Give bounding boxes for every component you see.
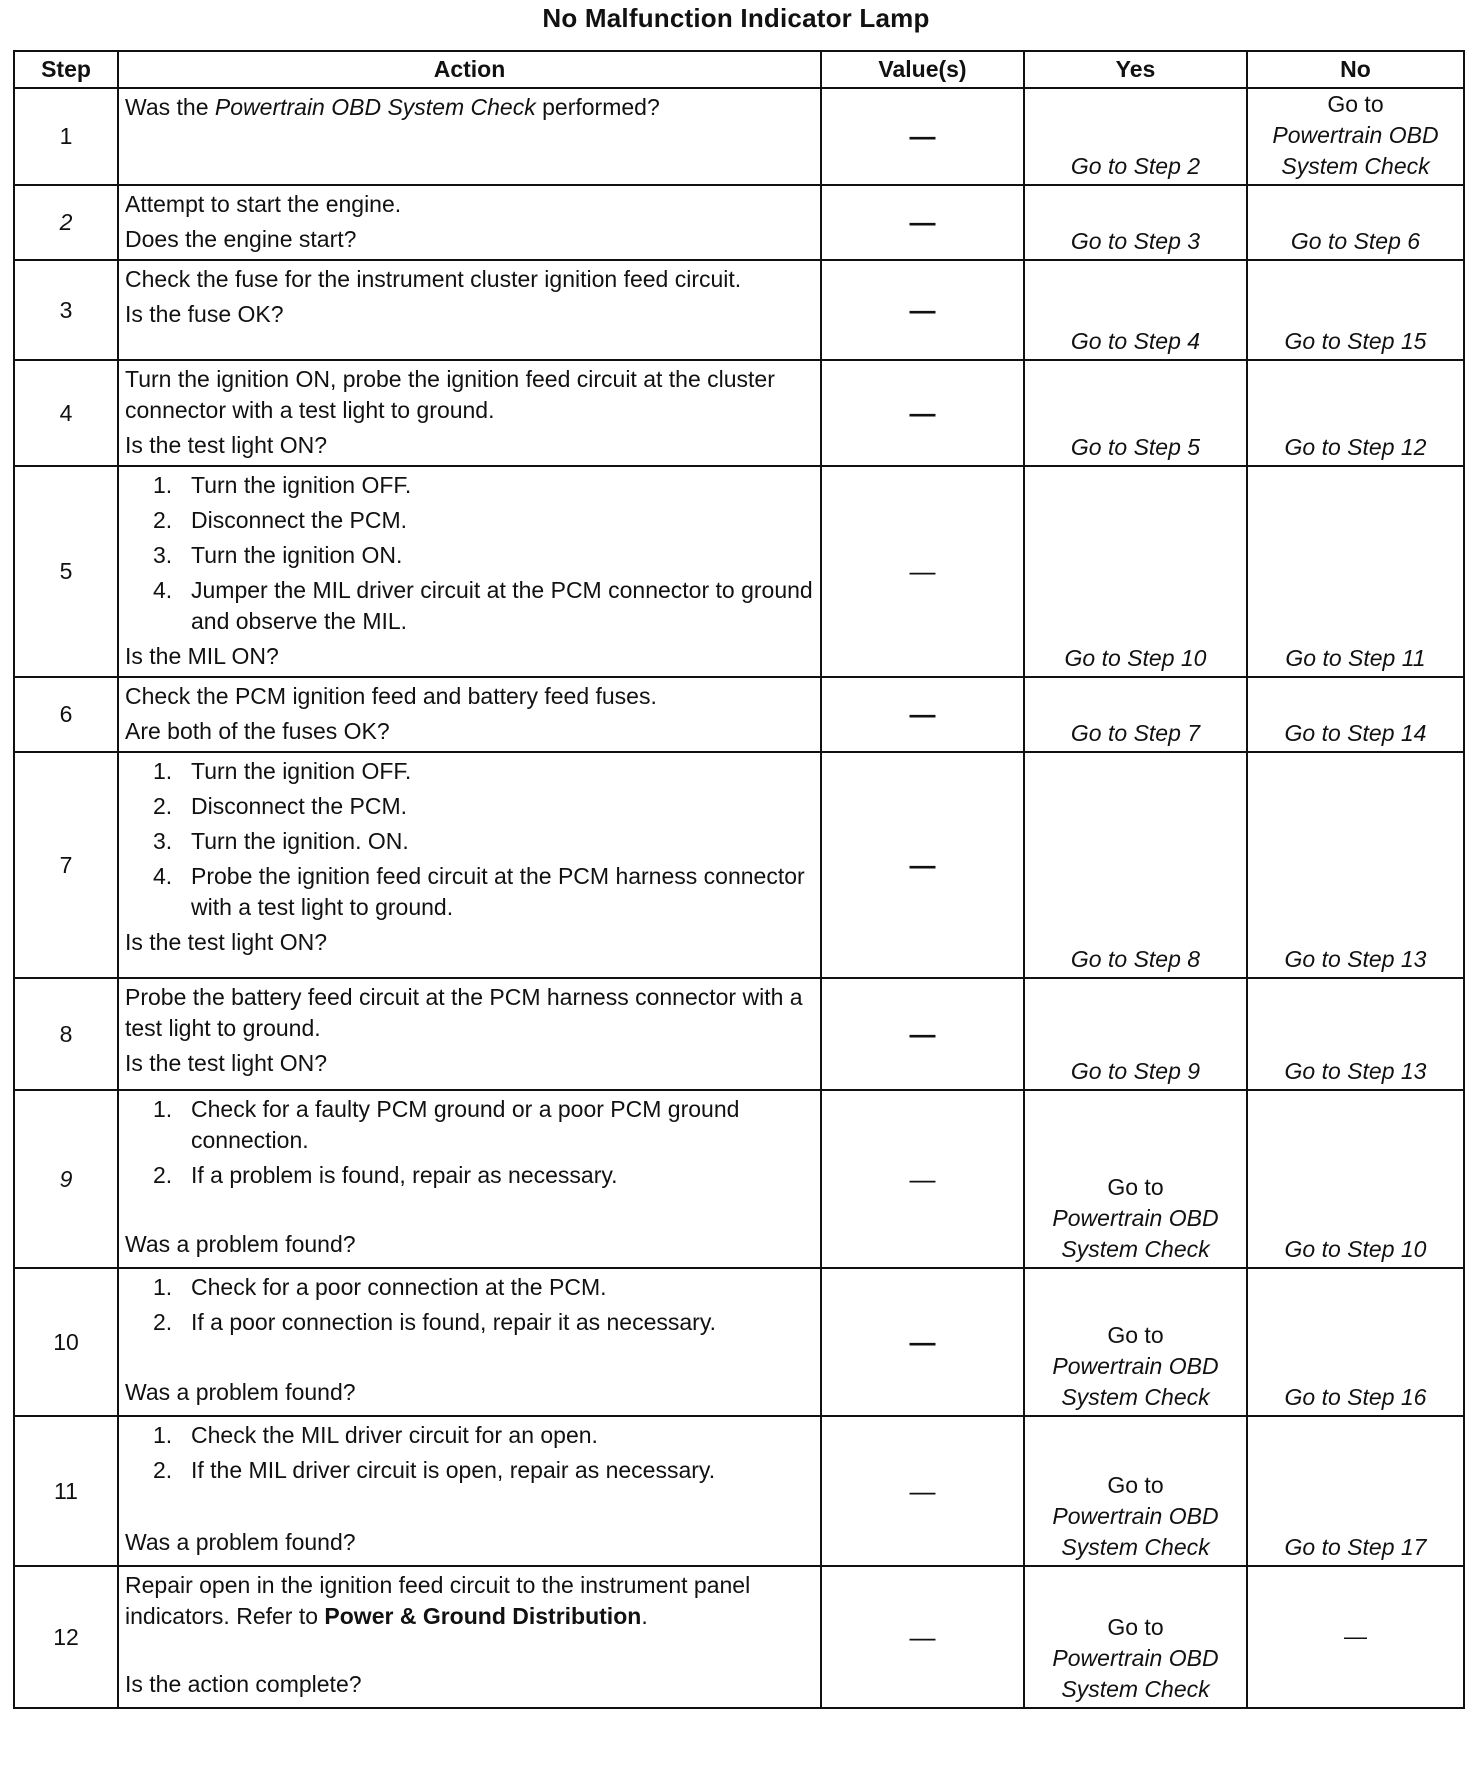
yes-cell: Go to Powertrain OBD System Check: [1024, 1268, 1247, 1416]
value-cell: —: [821, 677, 1024, 752]
step-number: 5: [14, 466, 118, 677]
table-row: [14, 752, 1464, 978]
table-row: [14, 677, 1464, 752]
action-cell: [118, 677, 821, 752]
page-title: No Malfunction Indicator Lamp: [542, 3, 930, 33]
no-cell: Go to Step 13: [1247, 752, 1464, 978]
value-cell: —: [821, 466, 1024, 677]
table-row: [14, 185, 1464, 260]
header-action: Action: [118, 51, 821, 88]
step-number: 12: [14, 1566, 118, 1708]
no-cell: Go to Step 14: [1247, 677, 1464, 752]
header-yes: Yes: [1024, 51, 1247, 88]
value-cell: —: [821, 752, 1024, 978]
value-cell: —: [821, 88, 1024, 185]
action-instruction: Check the PCM ignition feed and battery feed fuses.: [125, 683, 657, 709]
yes-cell: Go to Step 3: [1024, 185, 1247, 260]
action-cell: [118, 466, 821, 677]
table-row: [14, 1416, 1464, 1566]
step-number: 1: [14, 88, 118, 185]
yes-cell: Go to Powertrain OBD System Check: [1024, 1566, 1247, 1708]
action-question: Is the MIL ON?: [125, 643, 279, 669]
list-item: 1. Turn the ignition OFF.: [153, 472, 412, 498]
yes-cell: Go to Step 2: [1024, 88, 1247, 185]
action-instruction: Repair open in the ignition feed circuit to the instrument panel indicators. Refer to Power & Ground Distribution.: [125, 1572, 751, 1629]
diagnostic-table: [13, 50, 1465, 1709]
yes-cell: Go to Step 9: [1024, 978, 1247, 1090]
yes-cell: Go to Step 7: [1024, 677, 1247, 752]
list-item: 4. Probe the ignition feed circuit at the PCM harness connector with a test light to ground.: [153, 863, 805, 920]
value-cell: —: [821, 360, 1024, 466]
value-cell: —: [821, 1566, 1024, 1708]
list-item: 3. Turn the ignition. ON.: [153, 828, 409, 854]
table-row: [14, 466, 1464, 677]
action-cell: [118, 752, 821, 978]
list-item: 2. Disconnect the PCM.: [153, 507, 408, 533]
no-cell: —: [1247, 1566, 1464, 1708]
action-list: [125, 1094, 814, 1195]
action-cell: [118, 1416, 821, 1566]
action-question: Is the fuse OK?: [125, 301, 284, 327]
table-row: [14, 88, 1464, 185]
action-instruction: Attempt to start the engine.: [125, 191, 402, 217]
value-cell: —: [821, 1090, 1024, 1268]
yes-cell: Go to Step 8: [1024, 752, 1247, 978]
value-cell: —: [821, 260, 1024, 360]
action-cell: [118, 88, 821, 185]
action-question: Are both of the fuses OK?: [125, 718, 390, 744]
action-cell: [118, 260, 821, 360]
action-question: Was a problem found?: [125, 1231, 356, 1257]
no-cell: Go to Step 11: [1247, 466, 1464, 677]
no-cell: Go to Powertrain OBD System Check: [1247, 88, 1464, 185]
action-question: Was a problem found?: [125, 1379, 356, 1405]
no-cell: Go to Step 12: [1247, 360, 1464, 466]
step-number: 11: [14, 1416, 118, 1566]
no-cell: Go to Step 6: [1247, 185, 1464, 260]
step-number: 9: [14, 1090, 118, 1268]
table-row: [14, 260, 1464, 360]
header-value: Value(s): [821, 51, 1024, 88]
list-item: 2. If the MIL driver circuit is open, repair as necessary.: [153, 1457, 716, 1483]
action-instruction: Check the fuse for the instrument cluster ignition feed circuit.: [125, 266, 742, 292]
step-number: 4: [14, 360, 118, 466]
action-question: Is the action complete?: [125, 1671, 362, 1697]
action-list: [125, 1420, 814, 1490]
no-cell: Go to Step 10: [1247, 1090, 1464, 1268]
action-cell: [118, 185, 821, 260]
table-row: [14, 1566, 1464, 1708]
yes-cell: Go to Powertrain OBD System Check: [1024, 1416, 1247, 1566]
step-number: 6: [14, 677, 118, 752]
action-question: Is the test light ON?: [125, 432, 327, 458]
table-row: [14, 1268, 1464, 1416]
action-question: Does the engine start?: [125, 226, 357, 252]
action-question: Is the test light ON?: [125, 1050, 327, 1076]
action-list: [125, 1272, 814, 1342]
list-item: 1. Check for a faulty PCM ground or a poor PCM ground connection.: [153, 1096, 740, 1153]
action-instruction: Turn the ignition ON, probe the ignition feed circuit at the cluster connector with a test light to ground.: [125, 366, 775, 423]
action-cell: [118, 978, 821, 1090]
value-cell: —: [821, 978, 1024, 1090]
step-number: 7: [14, 752, 118, 978]
yes-cell: Go to Powertrain OBD System Check: [1024, 1090, 1247, 1268]
action-cell: [118, 1090, 821, 1268]
list-item: 1. Check for a poor connection at the PCM.: [153, 1274, 607, 1300]
list-item: 2. If a poor connection is found, repair it as necessary.: [153, 1309, 717, 1335]
action-list: [125, 756, 814, 923]
header-step: Step: [14, 51, 118, 88]
action-list: [125, 470, 814, 637]
list-item: 1. Check the MIL driver circuit for an open.: [153, 1422, 598, 1448]
action-instruction: Probe the battery feed circuit at the PCM harness connector with a test light to ground.: [125, 984, 803, 1041]
list-item: 2. If a problem is found, repair as necessary.: [153, 1162, 618, 1188]
list-item: 4. Jumper the MIL driver circuit at the PCM connector to ground and observe the MIL.: [153, 577, 813, 634]
action-cell: [118, 1268, 821, 1416]
table-row: [14, 1090, 1464, 1268]
list-item: 3. Turn the ignition ON.: [153, 542, 403, 568]
action-question: Is the test light ON?: [125, 929, 327, 955]
step-number: 3: [14, 260, 118, 360]
yes-cell: Go to Step 5: [1024, 360, 1247, 466]
step-number: 8: [14, 978, 118, 1090]
yes-cell: Go to Step 10: [1024, 466, 1247, 677]
list-item: 2. Disconnect the PCM.: [153, 793, 408, 819]
action-cell: [118, 1566, 821, 1708]
step-number: 10: [14, 1268, 118, 1416]
value-cell: —: [821, 1268, 1024, 1416]
value-cell: —: [821, 1416, 1024, 1566]
list-item: 1. Turn the ignition OFF.: [153, 758, 412, 784]
action-question: Was a problem found?: [125, 1529, 356, 1555]
step-number: 2: [14, 185, 118, 260]
action-text: Was the Powertrain OBD System Check performed?: [125, 94, 660, 120]
value-cell: —: [821, 185, 1024, 260]
header-row: [14, 51, 1464, 88]
table-row: [14, 978, 1464, 1090]
no-cell: Go to Step 16: [1247, 1268, 1464, 1416]
no-cell: Go to Step 15: [1247, 260, 1464, 360]
no-cell: Go to Step 17: [1247, 1416, 1464, 1566]
no-cell: Go to Step 13: [1247, 978, 1464, 1090]
yes-cell: Go to Step 4: [1024, 260, 1247, 360]
action-cell: [118, 360, 821, 466]
header-no: No: [1247, 51, 1464, 88]
table-row: [14, 360, 1464, 466]
reference-link: Power & Ground Distribution: [324, 1603, 642, 1629]
